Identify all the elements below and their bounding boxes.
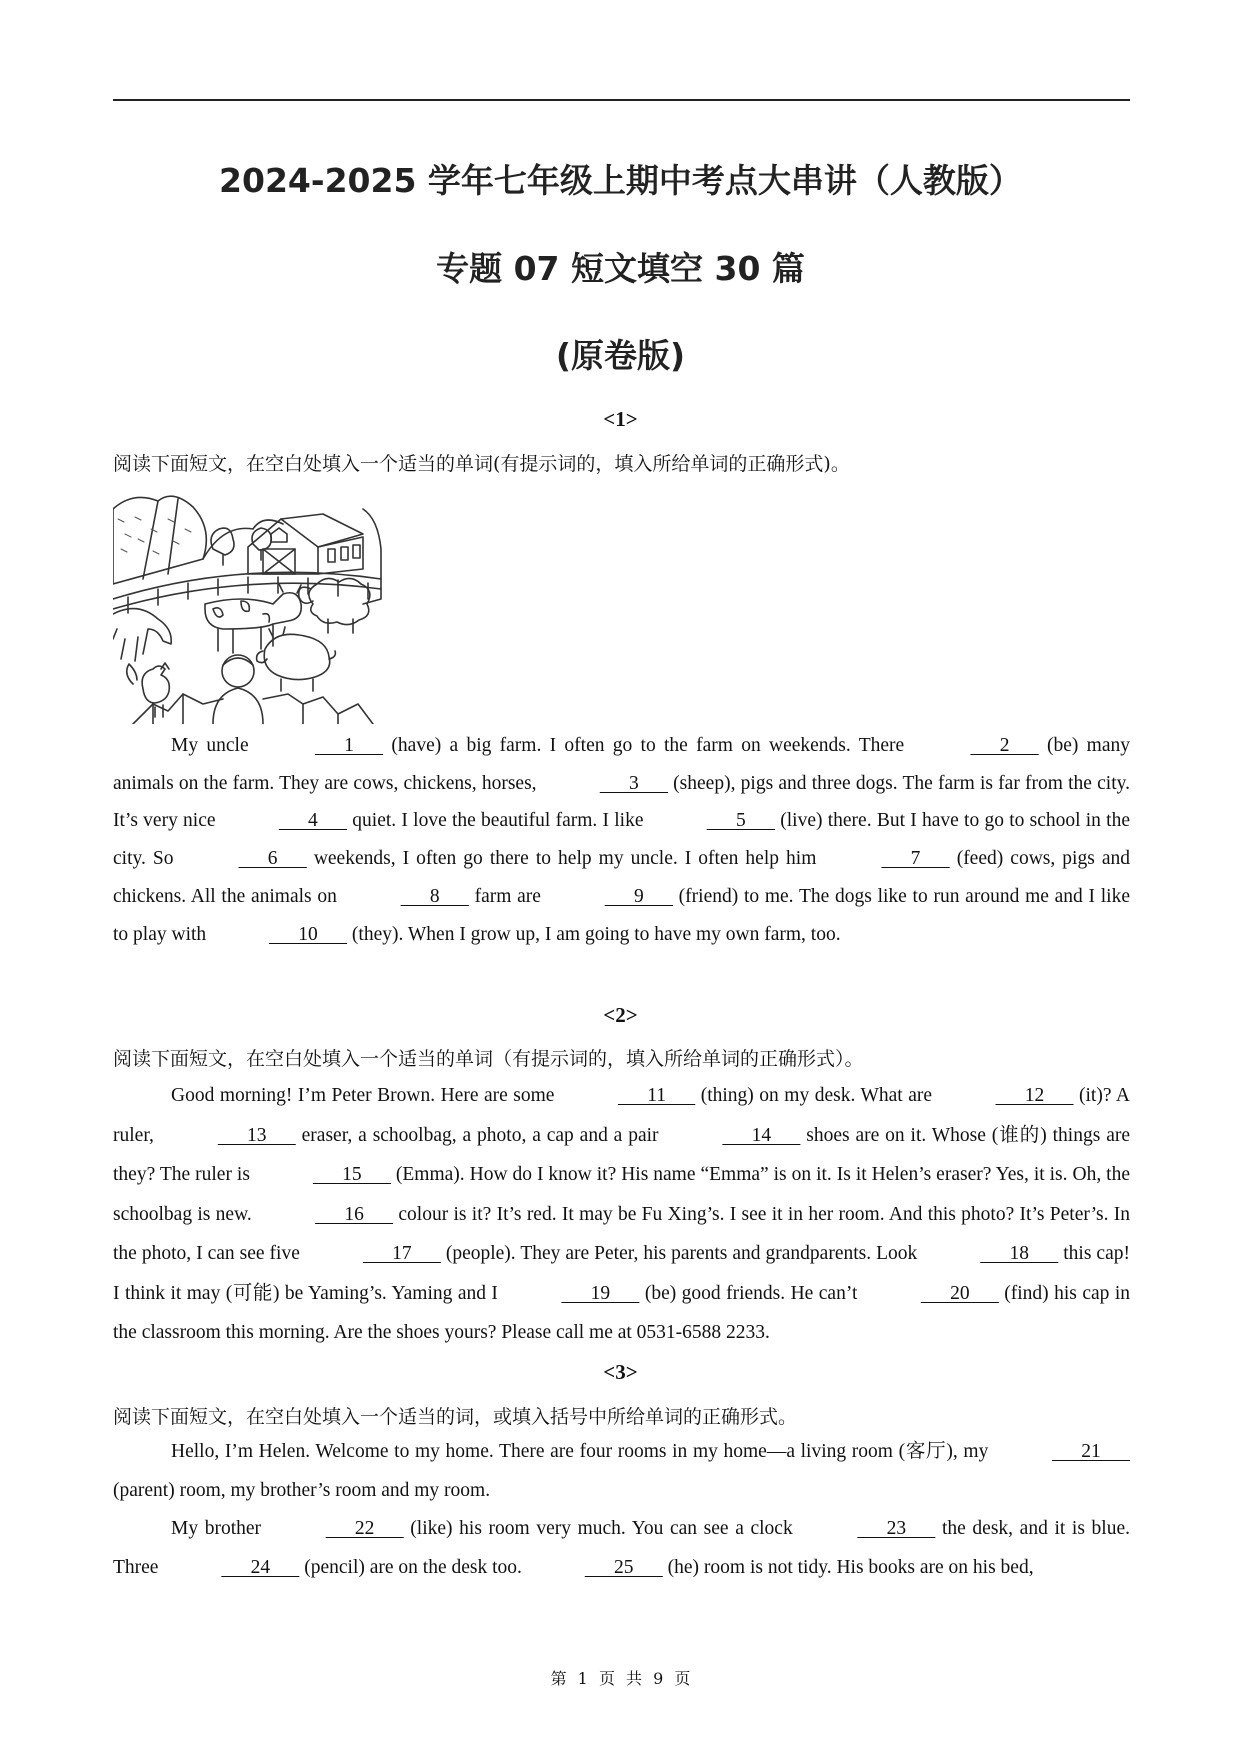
passage-text: eraser, a schoolbag, a photo, a cap and a pair [295, 1124, 665, 1146]
passage-text: colour is it? It’s red. It may be Fu Xing’s. I see it in her room. And this photo? It’s Peter’s. In the photo, I can see five [113, 1203, 1130, 1264]
passage-text: Hello, I’m Helen. Welcome to my home. There are four rooms in my home—a living room (客厅), my [171, 1441, 994, 1462]
document-subtitle: 专题 07 短文填空 30 篇 [436, 249, 805, 288]
passage-text: shoes are on it. Whose (谁的) things are they? The ruler is [113, 1124, 1130, 1185]
answer-blank-12[interactable]: 12 [995, 1085, 1074, 1106]
answer-blank-8[interactable]: 8 [400, 885, 469, 907]
passage-text: (thing) on my desk. What are [695, 1085, 938, 1106]
answer-blank-24[interactable]: 24 [221, 1557, 300, 1579]
passage-text: (like) his room very much. You can see a clock [403, 1518, 800, 1540]
header-rule [113, 99, 1130, 101]
document-edition: (原卷版) [555, 336, 686, 375]
passage-text: My brother [171, 1518, 268, 1540]
section-number: <1> [603, 407, 638, 431]
passage-text: My uncle [171, 735, 257, 756]
section-number: <2> [603, 1003, 638, 1027]
answer-blank-19[interactable]: 19 [561, 1282, 640, 1304]
passage-text: (pencil) are on the desk too. [299, 1557, 527, 1579]
answer-blank-7[interactable]: 7 [881, 848, 950, 870]
section-instruction: 阅读下面短文，在空白处填入一个适当的单词(有提示词的，填入所给单词的正确形式)。 [113, 453, 850, 475]
section-number: <3> [603, 1360, 638, 1384]
answer-blank-3[interactable]: 3 [599, 772, 668, 794]
answer-blank-6[interactable]: 6 [238, 848, 307, 870]
passage-text: this cap! I think it may (可能) be Yaming’s. Yaming and I [113, 1243, 1130, 1304]
answer-blank-23[interactable]: 23 [857, 1518, 936, 1540]
passage-text: Good morning! I’m Peter Brown. Here are some [171, 1085, 560, 1106]
answer-blank-15[interactable]: 15 [312, 1164, 391, 1185]
passage-section-3 [113, 1433, 1130, 1588]
passage-text: (find) his cap in the classroom this morning. Are the shoes yours? Please call me at 0531-6588 2233. [113, 1282, 1130, 1343]
answer-blank-18[interactable]: 18 [980, 1243, 1059, 1264]
answer-blank-22[interactable]: 22 [325, 1518, 404, 1540]
answer-blank-11[interactable]: 11 [617, 1085, 696, 1106]
passage-text: (be) many animals on the farm. They are cows, chickens, horses, [113, 735, 1130, 794]
passage-text: (be) good friends. He can’t [639, 1282, 863, 1304]
answer-blank-16[interactable]: 16 [315, 1203, 394, 1225]
answer-blank-13[interactable]: 13 [217, 1124, 296, 1146]
passage-text: (have) a big farm. I often go to the farm on weekends. There [383, 735, 913, 756]
passage-paragraph [113, 1510, 1130, 1587]
answer-blank-4[interactable]: 4 [278, 810, 348, 832]
passage-paragraph [113, 1433, 1130, 1510]
answer-blank-17[interactable]: 17 [362, 1243, 441, 1264]
passage-text: (Emma). How do I know it? His name “Emma” is on it. Is it Helen’s eraser? Yes, it is. Oh, the schoolbag is new. [113, 1164, 1130, 1225]
passage-text: (feed) cows, pigs and chickens. All the animals on [113, 848, 1130, 907]
passage-text: (parent) room, my brother’s room and my room. [113, 1479, 491, 1501]
answer-blank-1[interactable]: 1 [314, 735, 384, 756]
answer-blank-21[interactable]: 21 [1052, 1441, 1130, 1462]
answer-blank-25[interactable]: 25 [584, 1557, 663, 1579]
passage-text: (live) there. But I have to go to school in the city. So [113, 810, 1131, 870]
page-footer: 第 1 页 共 9 页 [550, 1669, 691, 1688]
passage-paragraph [113, 1076, 1130, 1353]
passage-text: (he) room is not tidy. His books are on his bed, [662, 1557, 1034, 1579]
passage-text: (friend) to me. The dogs like to run around me and I like to play with [113, 885, 1130, 945]
passage-text: weekends, I often go there to help my uncle. I often help him [306, 848, 824, 870]
passage-text: the desk, and it is blue. Three [113, 1518, 1131, 1579]
answer-blank-2[interactable]: 2 [970, 735, 1039, 756]
passage-text: (they). When I grow up, I am going to have my own farm, too. [347, 923, 841, 945]
answer-blank-10[interactable]: 10 [269, 923, 348, 945]
passage-paragraph [113, 727, 1130, 953]
answer-blank-5[interactable]: 5 [706, 810, 775, 832]
passage-text: (people). They are Peter, his parents and grandparents. Look [440, 1243, 923, 1264]
answer-blank-20[interactable]: 20 [920, 1282, 999, 1304]
answer-blank-14[interactable]: 14 [722, 1124, 801, 1146]
answer-blank-9[interactable]: 9 [604, 885, 673, 907]
passage-text: quiet. I love the beautiful farm. I like [347, 810, 649, 832]
passage-text: (sheep), pigs and three dogs. The farm is far from the city. It’s very nice [113, 772, 1130, 832]
farm-illustration [113, 489, 383, 724]
section-instruction: 阅读下面短文，在空白处填入一个适当的词，或填入括号中所给单词的正确形式。 [113, 1406, 798, 1428]
passage-section-2 [113, 1076, 1130, 1353]
section-instruction: 阅读下面短文，在空白处填入一个适当的单词（有提示词的，填入所给单词的正确形式）。 [113, 1048, 864, 1070]
passage-text: farm are [468, 885, 547, 907]
document-title: 2024-2025 学年七年级上期中考点大串讲（人教版） [219, 161, 1022, 200]
passage-text: (it)? A ruler, [113, 1085, 1130, 1146]
passage-section-1 [113, 727, 1130, 953]
